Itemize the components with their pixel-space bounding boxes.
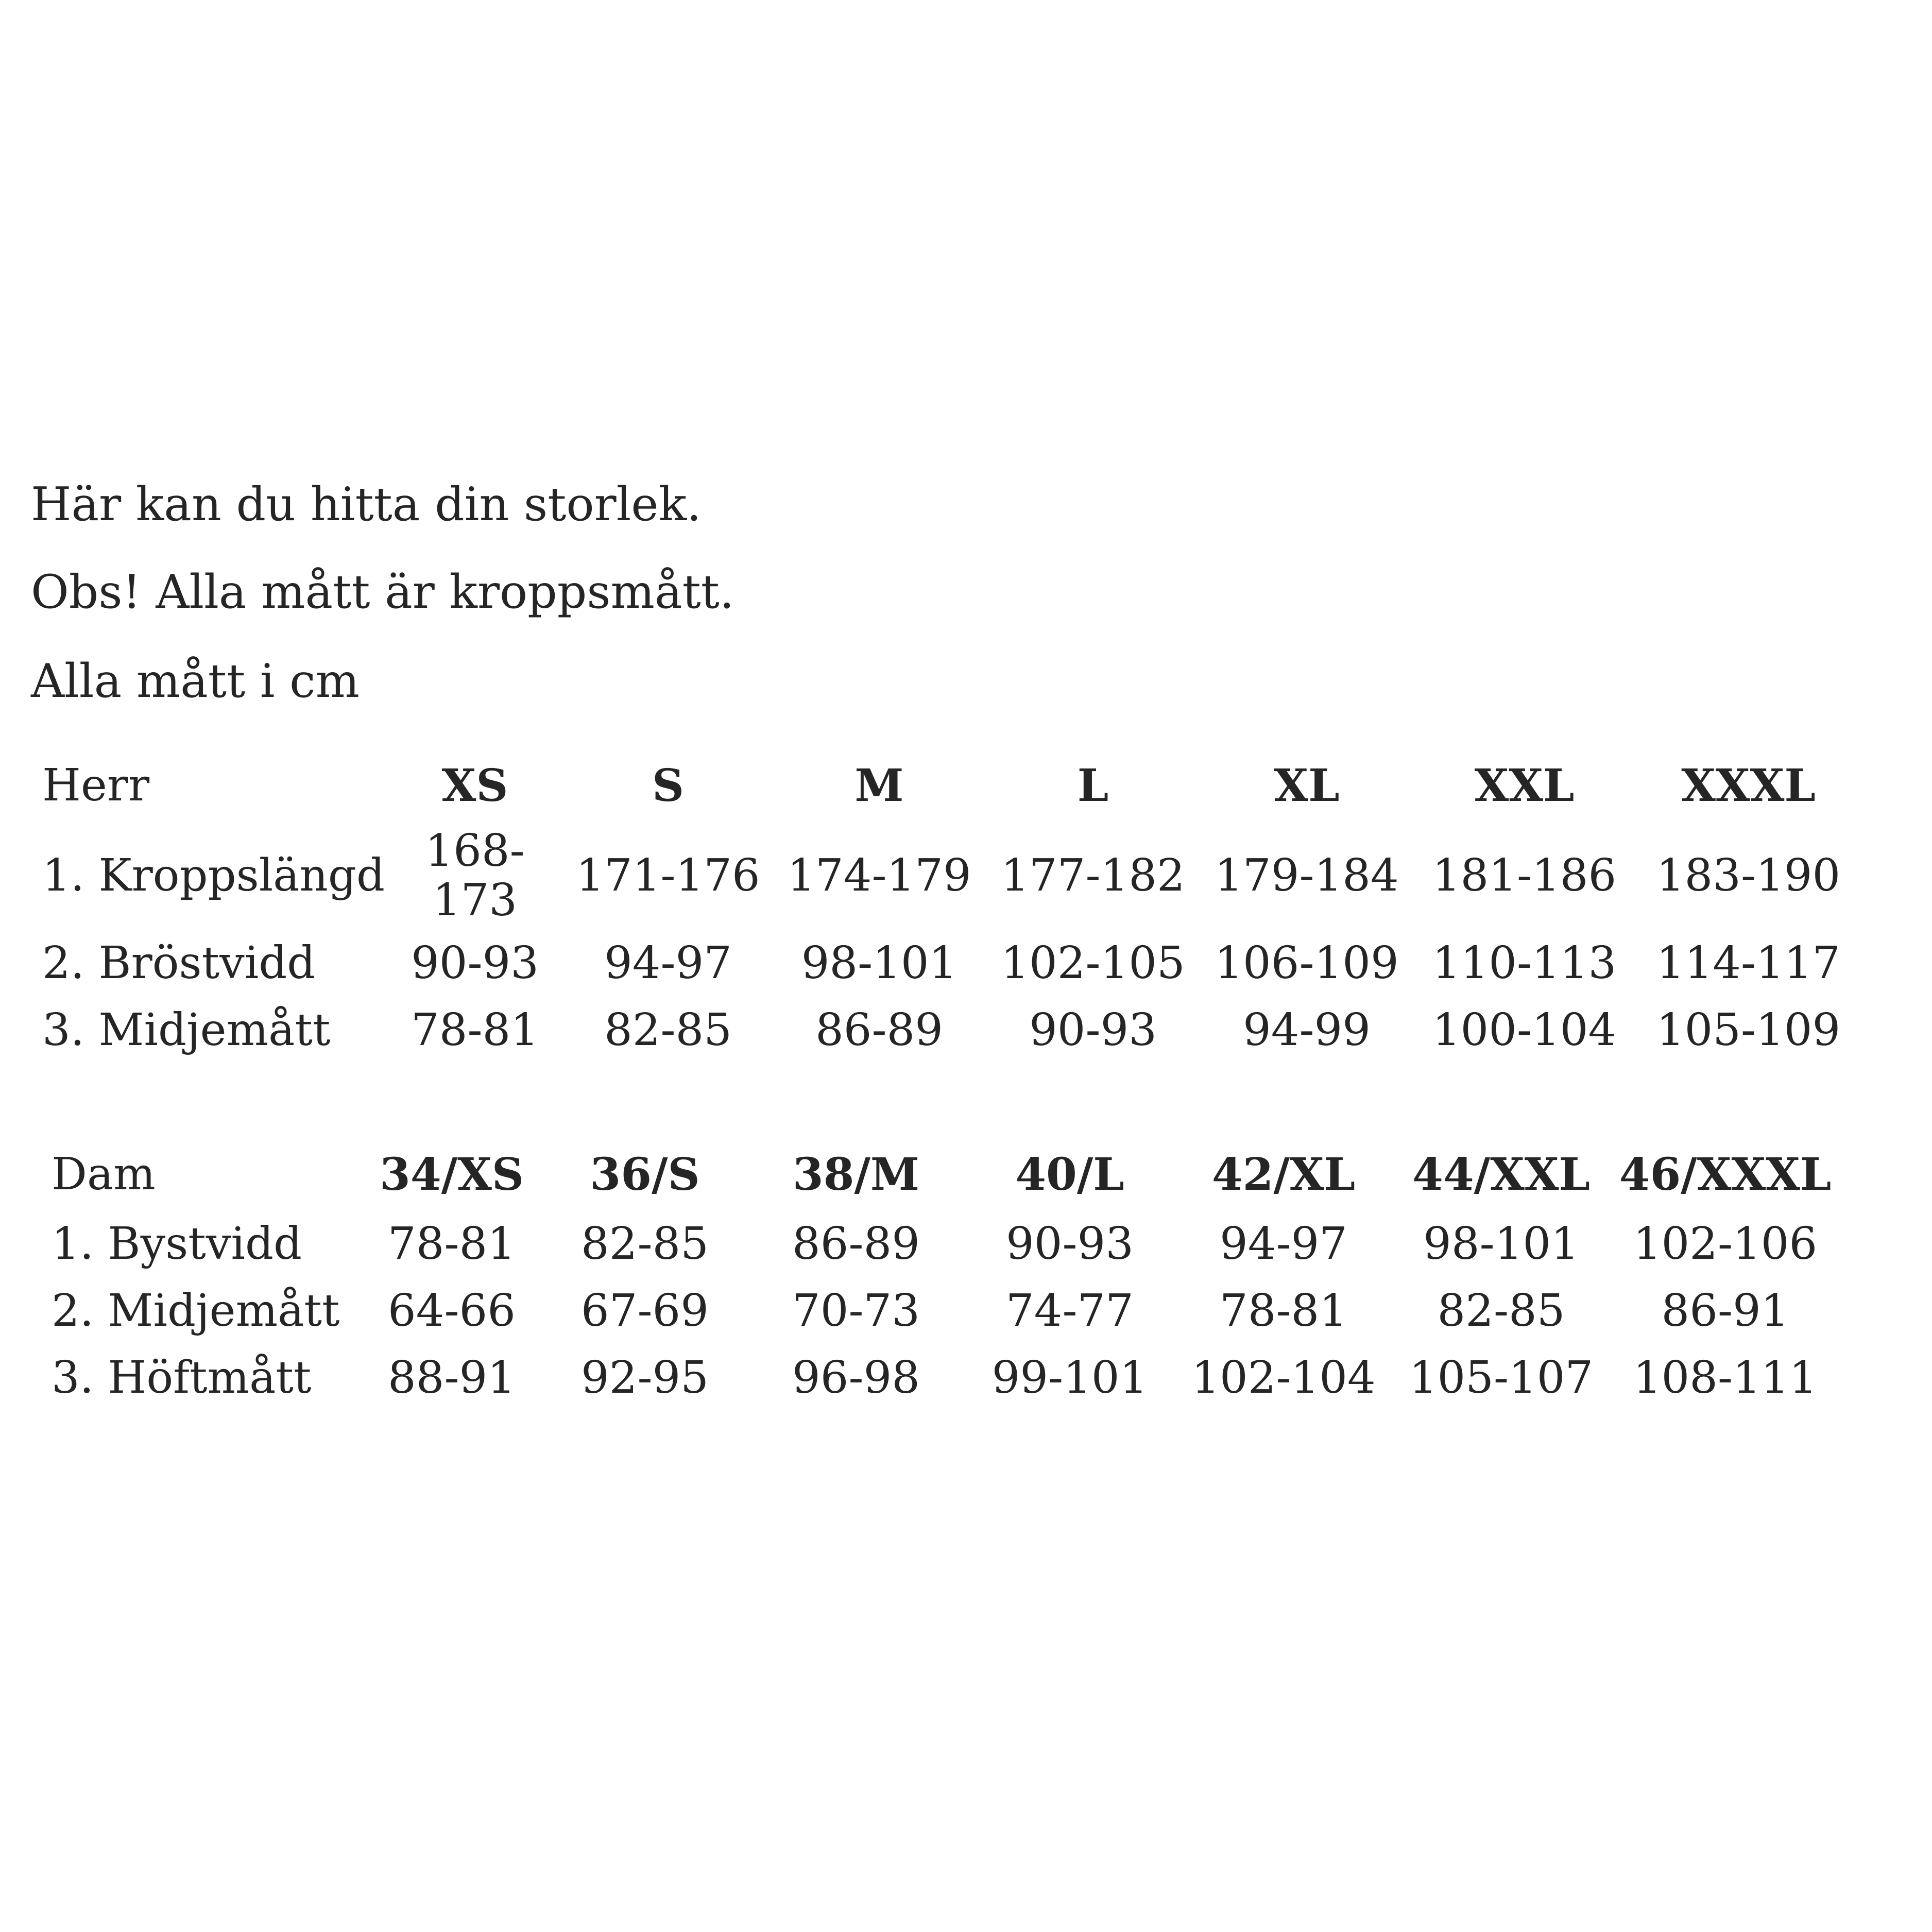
table-cell: 90-93	[1029, 1004, 1157, 1056]
row-label: 1. Bystvidd	[52, 1218, 302, 1270]
dam-size-table	[52, 1138, 1840, 1411]
table-cell: 102-105	[1001, 937, 1185, 989]
table-cell: 105-107	[1409, 1352, 1594, 1404]
table-cell: 179-184	[1215, 849, 1399, 901]
table-row	[52, 1344, 1840, 1411]
table-cell: 70-73	[792, 1285, 920, 1337]
intro-line-body-measurements: Obs! Alla mått är kroppsmått.	[31, 565, 734, 619]
dam-header-row	[52, 1138, 1840, 1210]
dam-size-header: 44/XXL	[1412, 1148, 1590, 1201]
table-row	[42, 997, 1863, 1064]
table-cell: 78-81	[1220, 1285, 1347, 1337]
table-cell: 98-101	[801, 937, 958, 989]
row-label: 2. Bröstvidd	[42, 937, 316, 989]
table-cell: 171-176	[576, 849, 760, 901]
herr-size-header: L	[1077, 759, 1109, 812]
table-cell: 94-97	[604, 937, 732, 989]
table-cell: 174-179	[787, 849, 971, 901]
herr-header-row	[42, 749, 1863, 822]
row-label: 2. Midjemått	[52, 1285, 340, 1337]
herr-title: Herr	[42, 760, 150, 811]
dam-size-header: 36/S	[590, 1148, 700, 1201]
table-cell: 88-91	[388, 1352, 516, 1404]
row-label: 3. Höftmått	[52, 1352, 312, 1404]
table-cell: 86-91	[1661, 1285, 1789, 1337]
table-cell: 110-113	[1432, 937, 1617, 989]
table-cell: 177-182	[1001, 849, 1185, 901]
dam-size-header: 40/L	[1015, 1148, 1124, 1201]
dam-title: Dam	[52, 1149, 156, 1200]
dam-size-header: 42/XL	[1211, 1148, 1356, 1201]
table-cell: 67-69	[581, 1285, 709, 1337]
table-cell: 78-81	[388, 1218, 516, 1270]
table-row	[52, 1210, 1840, 1277]
table-cell: 105-109	[1656, 1004, 1841, 1056]
table-row	[42, 822, 1863, 930]
table-cell: 94-99	[1243, 1004, 1371, 1056]
herr-size-header: XXXL	[1681, 759, 1816, 812]
table-cell: 86-89	[815, 1004, 943, 1056]
table-cell: 82-85	[604, 1004, 732, 1056]
table-cell: 183-190	[1656, 849, 1841, 901]
table-cell: 98-101	[1423, 1218, 1579, 1270]
herr-size-header: S	[652, 759, 685, 812]
dam-size-header: 34/XS	[380, 1148, 524, 1201]
dam-size-header: 38/M	[792, 1148, 920, 1201]
table-cell: 181-186	[1432, 849, 1617, 901]
table-cell: 78-81	[411, 1004, 539, 1056]
table-cell: 108-111	[1633, 1352, 1818, 1404]
table-cell: 90-93	[1006, 1218, 1134, 1270]
herr-size-header: M	[854, 759, 904, 812]
table-cell: 94-97	[1220, 1218, 1347, 1270]
row-label: 3. Midjemått	[42, 1004, 331, 1056]
table-cell: 82-85	[1437, 1285, 1565, 1337]
intro-line-units: Alla mått i cm	[31, 654, 360, 708]
table-cell: 90-93	[411, 937, 539, 989]
herr-size-header: XL	[1274, 759, 1340, 812]
table-cell: 92-95	[581, 1352, 709, 1404]
intro-line-size-guide: Här kan du hitta din storlek.	[31, 477, 702, 532]
row-label: 1. Kroppslängd	[42, 849, 385, 901]
herr-size-table	[42, 749, 1863, 1064]
table-cell: 64-66	[388, 1285, 516, 1337]
table-cell: 74-77	[1006, 1285, 1134, 1337]
table-cell: 86-89	[792, 1218, 920, 1270]
table-cell: 102-106	[1633, 1218, 1818, 1270]
herr-size-header: XXL	[1474, 759, 1575, 812]
table-cell: 102-104	[1191, 1352, 1376, 1404]
table-cell: 96-98	[792, 1352, 920, 1404]
table-row	[42, 930, 1863, 997]
table-cell: 100-104	[1432, 1004, 1617, 1056]
table-cell: 114-117	[1656, 937, 1841, 989]
herr-size-header: XS	[441, 759, 508, 812]
table-row	[52, 1277, 1840, 1344]
table-cell: 168-173	[425, 825, 525, 926]
table-cell: 99-101	[991, 1352, 1148, 1404]
table-cell: 82-85	[581, 1218, 709, 1270]
table-cell: 106-109	[1215, 937, 1399, 989]
dam-size-header: 46/XXXL	[1619, 1148, 1832, 1201]
